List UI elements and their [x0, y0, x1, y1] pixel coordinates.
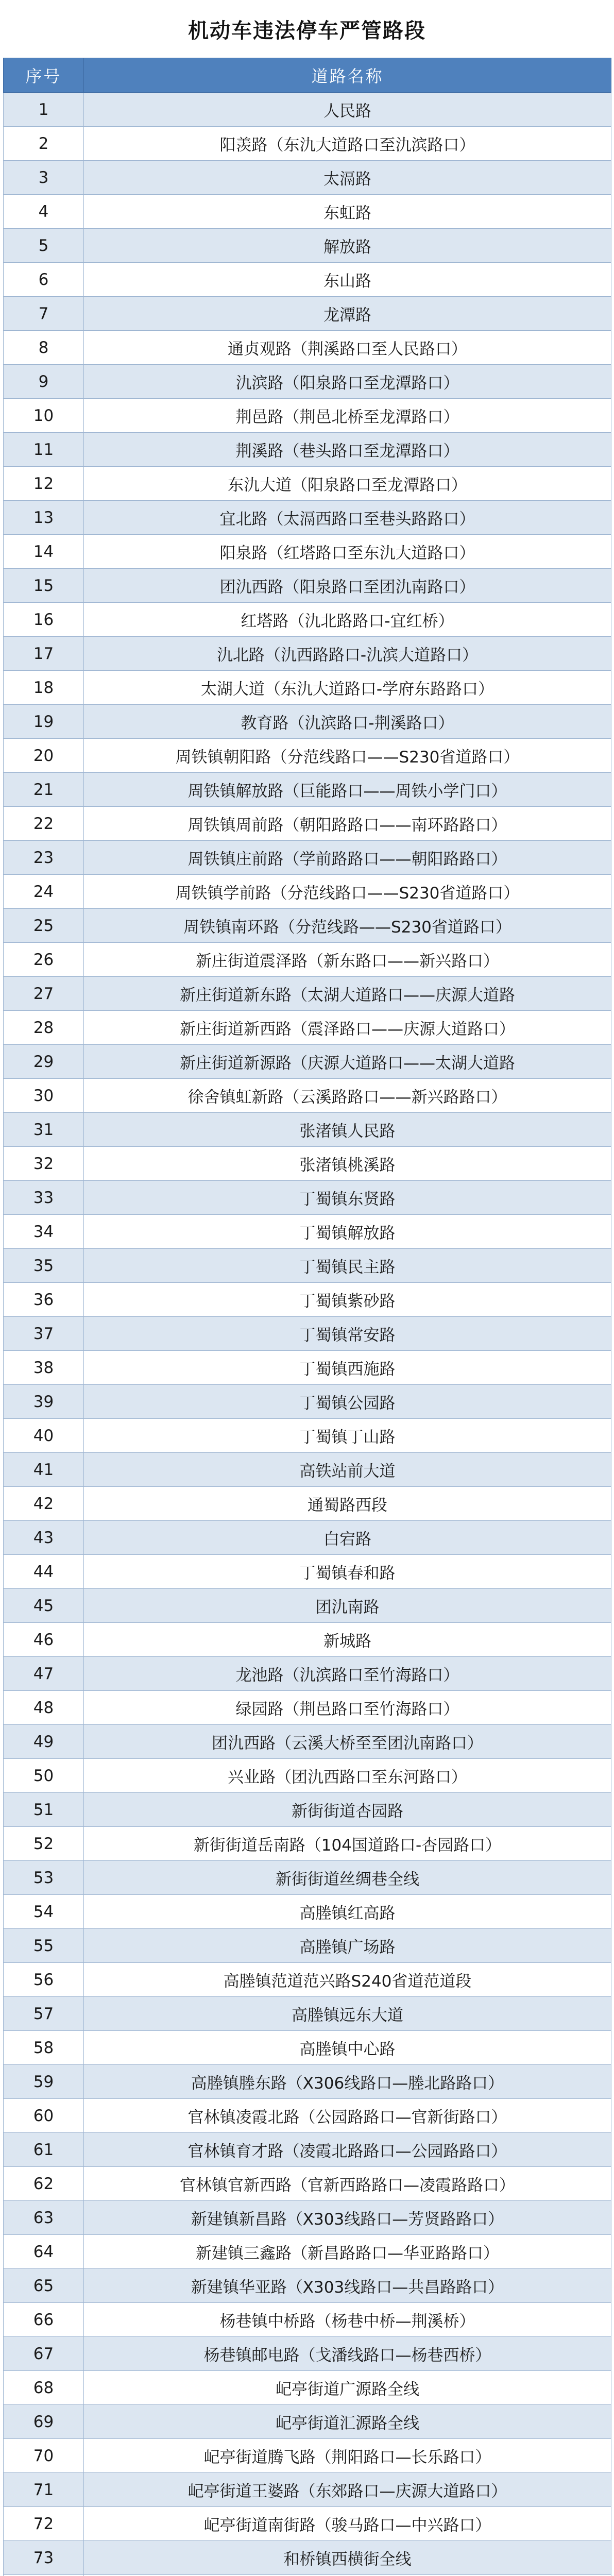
table-row: [4, 603, 611, 637]
table-row: [4, 2439, 611, 2473]
road-name: 高塍镇塍东路（X306线路口—塍北路路口）: [84, 2065, 611, 2099]
road-name: 新建镇华亚路（X303线路口—共昌路路口）: [84, 2269, 611, 2303]
road-name: 丁蜀镇春和路: [84, 1555, 611, 1589]
row-number: 12: [4, 467, 84, 501]
road-name: 丁蜀镇常安路: [84, 1317, 611, 1351]
row-number: 62: [4, 2167, 84, 2201]
road-name: 解放路: [84, 229, 611, 263]
table-header-row: [4, 58, 611, 93]
table-row: [4, 637, 611, 671]
table-row: [4, 1997, 611, 2031]
road-name: 新城路: [84, 1623, 611, 1657]
road-name: 宜北路（太滆西路口至巷头路路口）: [84, 501, 611, 535]
table-row: [4, 1113, 611, 1147]
table-row: [4, 1215, 611, 1249]
row-number: 43: [4, 1521, 84, 1555]
table-row: [4, 2405, 611, 2439]
road-name: 屺亭街道腾飞路（荆阳路口—长乐路口）: [84, 2439, 611, 2473]
road-name: 龙池路（氿滨路口至竹海路口）: [84, 1657, 611, 1691]
road-table: [3, 58, 611, 2576]
table-row: [4, 1011, 611, 1045]
road-name: 高铁站前大道: [84, 1453, 611, 1487]
row-number: 40: [4, 1419, 84, 1453]
table-row: [4, 2541, 611, 2575]
row-number: 5: [4, 229, 84, 263]
road-name: 龙潭路: [84, 297, 611, 331]
table-row: [4, 1181, 611, 1215]
row-number: 68: [4, 2371, 84, 2405]
row-number: 10: [4, 399, 84, 433]
road-name: 新街街道岳南路（104国道路口-杏园路口）: [84, 1827, 611, 1861]
road-name: 氿北路（氿西路路口-氿滨大道路口）: [84, 637, 611, 671]
table-row: [4, 1147, 611, 1181]
table-row: [4, 671, 611, 705]
table-row: [4, 807, 611, 841]
table-row: [4, 1691, 611, 1725]
row-number: 23: [4, 841, 84, 875]
table-row: [4, 841, 611, 875]
table-row: [4, 433, 611, 467]
road-name: 高塍镇广场路: [84, 1929, 611, 1963]
row-number: 20: [4, 739, 84, 773]
row-number: 69: [4, 2405, 84, 2439]
road-name: 新街街道丝绸巷全线: [84, 1861, 611, 1895]
table-row: [4, 399, 611, 433]
row-number: 34: [4, 1215, 84, 1249]
row-number: 7: [4, 297, 84, 331]
road-name: 屺亭街道汇源路全线: [84, 2405, 611, 2439]
row-number: 33: [4, 1181, 84, 1215]
table-row: [4, 1453, 611, 1487]
road-name: 人民路: [84, 93, 611, 127]
road-name: 丁蜀镇紫砂路: [84, 1283, 611, 1317]
row-number: 47: [4, 1657, 84, 1691]
road-name: 丁蜀镇西施路: [84, 1351, 611, 1385]
row-number: 42: [4, 1487, 84, 1521]
row-number: 4: [4, 195, 84, 229]
row-number: 28: [4, 1011, 84, 1045]
table-row: [4, 2065, 611, 2099]
table-row: [4, 2031, 611, 2065]
row-number: 13: [4, 501, 84, 535]
table-row: [4, 773, 611, 807]
table-row: [4, 365, 611, 399]
column-header-number: 序号: [4, 58, 84, 93]
road-name: 丁蜀镇公园路: [84, 1385, 611, 1419]
row-number: 11: [4, 433, 84, 467]
row-number: 67: [4, 2337, 84, 2371]
table-row: [4, 1623, 611, 1657]
road-name: 新街街道杏园路: [84, 1793, 611, 1827]
road-name: 阳羡路（东氿大道路口至氿滨路口）: [84, 127, 611, 161]
road-name: 新庄街道震泽路（新东路口——新兴路口）: [84, 943, 611, 977]
row-number: 38: [4, 1351, 84, 1385]
row-number: 72: [4, 2507, 84, 2541]
table-body: [4, 93, 611, 2576]
road-name: 丁蜀镇解放路: [84, 1215, 611, 1249]
road-name: 杨巷镇中桥路（杨巷中桥—荆溪桥）: [84, 2303, 611, 2337]
row-number: 57: [4, 1997, 84, 2031]
table-row: [4, 1079, 611, 1113]
table-row: [4, 2235, 611, 2269]
road-name: 东虹路: [84, 195, 611, 229]
table-row: [4, 2269, 611, 2303]
row-number: 50: [4, 1759, 84, 1793]
table-row: [4, 467, 611, 501]
table-row: [4, 501, 611, 535]
row-number: 55: [4, 1929, 84, 1963]
table-row: [4, 2201, 611, 2235]
row-number: 17: [4, 637, 84, 671]
table-row: [4, 1963, 611, 1997]
road-name: 官林镇官新西路（官新西路路口—凌霞路路口）: [84, 2167, 611, 2201]
row-number: 18: [4, 671, 84, 705]
row-number: 21: [4, 773, 84, 807]
row-number: 3: [4, 161, 84, 195]
road-name: 张渚镇人民路: [84, 1113, 611, 1147]
row-number: 63: [4, 2201, 84, 2235]
table-row: [4, 1317, 611, 1351]
road-name: 东山路: [84, 263, 611, 297]
table-row: [4, 1283, 611, 1317]
road-name: 氿滨路（阳泉路口至龙潭路口）: [84, 365, 611, 399]
table-row: [4, 161, 611, 195]
table-row: [4, 1929, 611, 1963]
road-name: 张渚镇桃溪路: [84, 1147, 611, 1181]
road-name: 高塍镇中心路: [84, 2031, 611, 2065]
road-name: 周铁镇学前路（分范线路口——S230省道路口）: [84, 875, 611, 909]
row-number: 53: [4, 1861, 84, 1895]
road-name: 荆邑路（荆邑北桥至龙潭路口）: [84, 399, 611, 433]
table-row: [4, 569, 611, 603]
table-row: [4, 229, 611, 263]
row-number: 19: [4, 705, 84, 739]
road-name: 太滆路: [84, 161, 611, 195]
road-name: 周铁镇南环路（分范线路——S230省道路口）: [84, 909, 611, 943]
row-number: 71: [4, 2473, 84, 2507]
table-row: [4, 127, 611, 161]
table-row: [4, 977, 611, 1011]
row-number: 30: [4, 1079, 84, 1113]
row-number: 26: [4, 943, 84, 977]
row-number: 66: [4, 2303, 84, 2337]
row-number: 48: [4, 1691, 84, 1725]
row-number: 39: [4, 1385, 84, 1419]
row-number: 45: [4, 1589, 84, 1623]
row-number: 2: [4, 127, 84, 161]
row-number: 60: [4, 2099, 84, 2133]
column-header-road-name: 道路名称: [84, 58, 611, 93]
road-name: 东氿大道（阳泉路口至龙潭路口）: [84, 467, 611, 501]
road-name: 丁蜀镇丁山路: [84, 1419, 611, 1453]
row-number: 54: [4, 1895, 84, 1929]
road-name: 阳泉路（红塔路口至东氿大道路口）: [84, 535, 611, 569]
road-name: 通蜀路西段: [84, 1487, 611, 1521]
row-number: 70: [4, 2439, 84, 2473]
row-number: 41: [4, 1453, 84, 1487]
road-name: 荆溪路（巷头路口至龙潭路口）: [84, 433, 611, 467]
table-row: [4, 93, 611, 127]
row-number: 65: [4, 2269, 84, 2303]
row-number: 24: [4, 875, 84, 909]
road-name: 白宕路: [84, 1521, 611, 1555]
road-name: 官林镇育才路（凌霞北路路口—公园路路口）: [84, 2133, 611, 2167]
table-row: [4, 2507, 611, 2541]
row-number: 1: [4, 93, 84, 127]
table-row: [4, 2167, 611, 2201]
table-row: [4, 1895, 611, 1929]
road-name: 丁蜀镇东贤路: [84, 1181, 611, 1215]
road-name: 新建镇新昌路（X303线路口—芳贤路路口）: [84, 2201, 611, 2235]
road-name: 团氿南路: [84, 1589, 611, 1623]
row-number: 36: [4, 1283, 84, 1317]
row-number: 73: [4, 2541, 84, 2575]
road-name: 杨巷镇邮电路（戈潘线路口—杨巷西桥）: [84, 2337, 611, 2371]
table-row: [4, 2133, 611, 2167]
row-number: 8: [4, 331, 84, 365]
road-name: 团氿西路（阳泉路口至团氿南路口）: [84, 569, 611, 603]
table-row: [4, 739, 611, 773]
row-number: 14: [4, 535, 84, 569]
road-name: 红塔路（氿北路路口-宜红桥）: [84, 603, 611, 637]
table-row: [4, 875, 611, 909]
road-name: 丁蜀镇民主路: [84, 1249, 611, 1283]
table-row: [4, 1759, 611, 1793]
road-name: 新庄街道新东路（太湖大道路口——庆源大道路: [84, 977, 611, 1011]
row-number: 56: [4, 1963, 84, 1997]
road-name: 高塍镇范道范兴路S240省道范道段: [84, 1963, 611, 1997]
road-name: 兴业路（团氿西路口至东河路口）: [84, 1759, 611, 1793]
row-number: 29: [4, 1045, 84, 1079]
row-number: 6: [4, 263, 84, 297]
road-name: 和桥镇西横街全线: [84, 2541, 611, 2575]
road-name: 绿园路（荆邑路口至竹海路口）: [84, 1691, 611, 1725]
table-row: [4, 1045, 611, 1079]
row-number: 37: [4, 1317, 84, 1351]
table-row: [4, 1521, 611, 1555]
road-name: 周铁镇庄前路（学前路路口——朝阳路路口）: [84, 841, 611, 875]
table-row: [4, 1487, 611, 1521]
table-row: [4, 1351, 611, 1385]
row-number: 58: [4, 2031, 84, 2065]
row-number: 9: [4, 365, 84, 399]
row-number: 61: [4, 2133, 84, 2167]
road-name: 新建镇三鑫路（新昌路路口—华亚路路口）: [84, 2235, 611, 2269]
table-row: [4, 2337, 611, 2371]
road-name: 高塍镇红高路: [84, 1895, 611, 1929]
table-row: [4, 1419, 611, 1453]
road-name: 周铁镇周前路（朝阳路路口——南环路路口）: [84, 807, 611, 841]
table-row: [4, 943, 611, 977]
row-number: 64: [4, 2235, 84, 2269]
table-row: [4, 909, 611, 943]
road-name: 新庄街道新西路（震泽路口——庆源大道路口）: [84, 1011, 611, 1045]
row-number: 16: [4, 603, 84, 637]
table-row: [4, 195, 611, 229]
table-row: [4, 1827, 611, 1861]
row-number: 51: [4, 1793, 84, 1827]
road-name: 高塍镇远东大道: [84, 1997, 611, 2031]
table-row: [4, 2099, 611, 2133]
road-name: 屺亭街道南街路（骏马路口—中兴路口）: [84, 2507, 611, 2541]
table-row: [4, 1861, 611, 1895]
row-number: 46: [4, 1623, 84, 1657]
table-row: [4, 1657, 611, 1691]
table-row: [4, 1793, 611, 1827]
table-row: [4, 331, 611, 365]
row-number: 15: [4, 569, 84, 603]
table-row: [4, 2371, 611, 2405]
row-number: 25: [4, 909, 84, 943]
table-row: [4, 1249, 611, 1283]
table-row: [4, 297, 611, 331]
row-number: 35: [4, 1249, 84, 1283]
table-row: [4, 263, 611, 297]
road-name: 通贞观路（荆溪路口至人民路口）: [84, 331, 611, 365]
table-row: [4, 1555, 611, 1589]
table-row: [4, 1725, 611, 1759]
table-row: [4, 2303, 611, 2337]
table-row: [4, 705, 611, 739]
table-row: [4, 1589, 611, 1623]
road-name: 教育路（氿滨路口-荆溪路口）: [84, 705, 611, 739]
road-name: 团氿西路（云溪大桥至至团氿南路口）: [84, 1725, 611, 1759]
road-name: 屺亭街道王婆路（东郊路口—庆源大道路口）: [84, 2473, 611, 2507]
page-title: 机动车违法停车严管路段: [188, 19, 426, 43]
row-number: 44: [4, 1555, 84, 1589]
row-number: 27: [4, 977, 84, 1011]
road-name: 太湖大道（东氿大道路口-学府东路路口）: [84, 671, 611, 705]
road-name: 周铁镇朝阳路（分范线路口——S230省道路口）: [84, 739, 611, 773]
row-number: 59: [4, 2065, 84, 2099]
row-number: 31: [4, 1113, 84, 1147]
row-number: 32: [4, 1147, 84, 1181]
table-row: [4, 535, 611, 569]
road-name: 屺亭街道广源路全线: [84, 2371, 611, 2405]
road-name: 周铁镇解放路（巨能路口——周铁小学门口）: [84, 773, 611, 807]
road-name: 新庄街道新源路（庆源大道路口——太湖大道路: [84, 1045, 611, 1079]
row-number: 22: [4, 807, 84, 841]
table-row: [4, 1385, 611, 1419]
row-number: 52: [4, 1827, 84, 1861]
road-name: 徐舍镇虹新路（云溪路路口——新兴路路口）: [84, 1079, 611, 1113]
row-number: 49: [4, 1725, 84, 1759]
table-row: [4, 2473, 611, 2507]
road-name: 官林镇凌霞北路（公园路路口—官新街路口）: [84, 2099, 611, 2133]
